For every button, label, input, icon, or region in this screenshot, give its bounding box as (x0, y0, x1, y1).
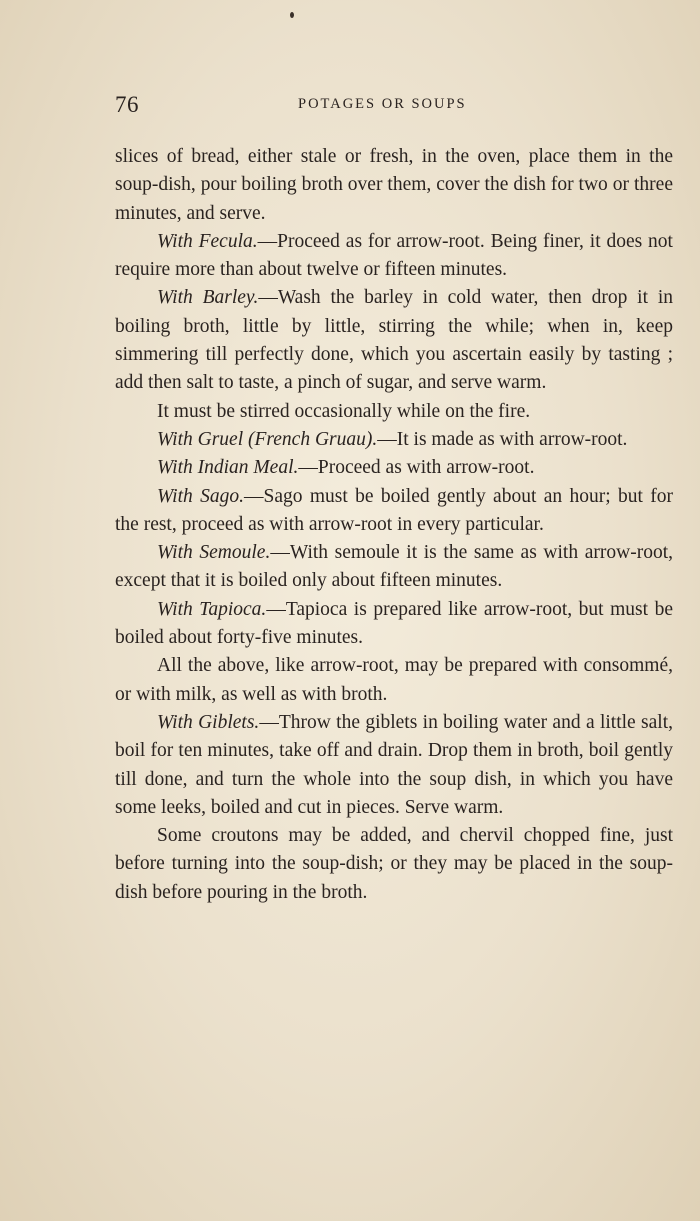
paragraph-sago: With Sago.—Sago must be boiled gently about an hour; but for the rest, proceed as with arrow-root in every particular. (115, 485, 673, 535)
paragraph-lead: With Gruel (French Gruau). (157, 428, 378, 450)
paragraph-indian-meal: With Indian Meal.—Proceed as with arrow-root. (157, 457, 535, 479)
paragraph-all-above: All the above, like arrow-root, may be prepared with consommé, or with milk, as well as with broth. (115, 655, 673, 705)
paragraph-lead: With Indian Meal. (157, 457, 299, 479)
paragraph-gruel: With Gruel (French Gruau).—It is made as with arrow-root. (157, 428, 628, 450)
paragraph-stir-note: It must be stirred occasionally while on the fire. (157, 400, 531, 422)
paragraph-lead: With Sago. (157, 485, 244, 507)
paragraph-lead: With Fecula. (157, 230, 258, 252)
page-number: 76 (115, 92, 139, 117)
paragraph-barley: With Barley.—Wash the barley in cold water, then drop it in boiling broth, little by little, stirring the while; when in, keep simmering till perfectly done, which you ascertain easily by tasting ; add then salt to taste, a pinch of sugar, and serve warm. (115, 287, 673, 394)
paragraph-giblets: With Giblets.—Throw the giblets in boiling water and a little salt, boil for ten minutes, take off and drain. Drop them in broth, boil gently till done, and turn the whole into the soup dish, in which you have some leeks, boiled and cut in pieces. Serve warm. (115, 711, 673, 818)
paragraph-lead: With Semoule. (157, 542, 271, 564)
body-text (115, 143, 673, 907)
paragraph-semoule: With Semoule.—With semoule it is the same as with arrow-root, except that it is boiled only about fifteen minutes. (115, 542, 673, 592)
paragraph-lead: With Tapioca. (157, 598, 267, 620)
ink-speck (290, 12, 294, 18)
paragraph-continuation: slices of bread, either stale or fresh, in the oven, place them in the soup-dish, pour boiling broth over them, cover the dish for two or three minutes, and serve. (115, 146, 673, 224)
running-title: POTAGES OR SOUPS (298, 96, 467, 112)
paragraph-fecula: With Fecula.—Proceed as for arrow-root. Being finer, it does not require more than about twelve or fifteen minutes. (115, 230, 673, 281)
paragraph-croutons: Some croutons may be added, and chervil chopped fine, just before turning into the soup-dish; or they may be placed in the soup-dish before pouring in the broth. (115, 825, 673, 903)
paragraph-lead: With Barley. (157, 287, 259, 309)
paragraph-tapioca: With Tapioca.—Tapioca is prepared like arrow-root, but must be boiled about forty-five minutes. (115, 598, 673, 649)
paragraph-lead: With Giblets. (157, 711, 260, 733)
running-head (115, 92, 675, 120)
